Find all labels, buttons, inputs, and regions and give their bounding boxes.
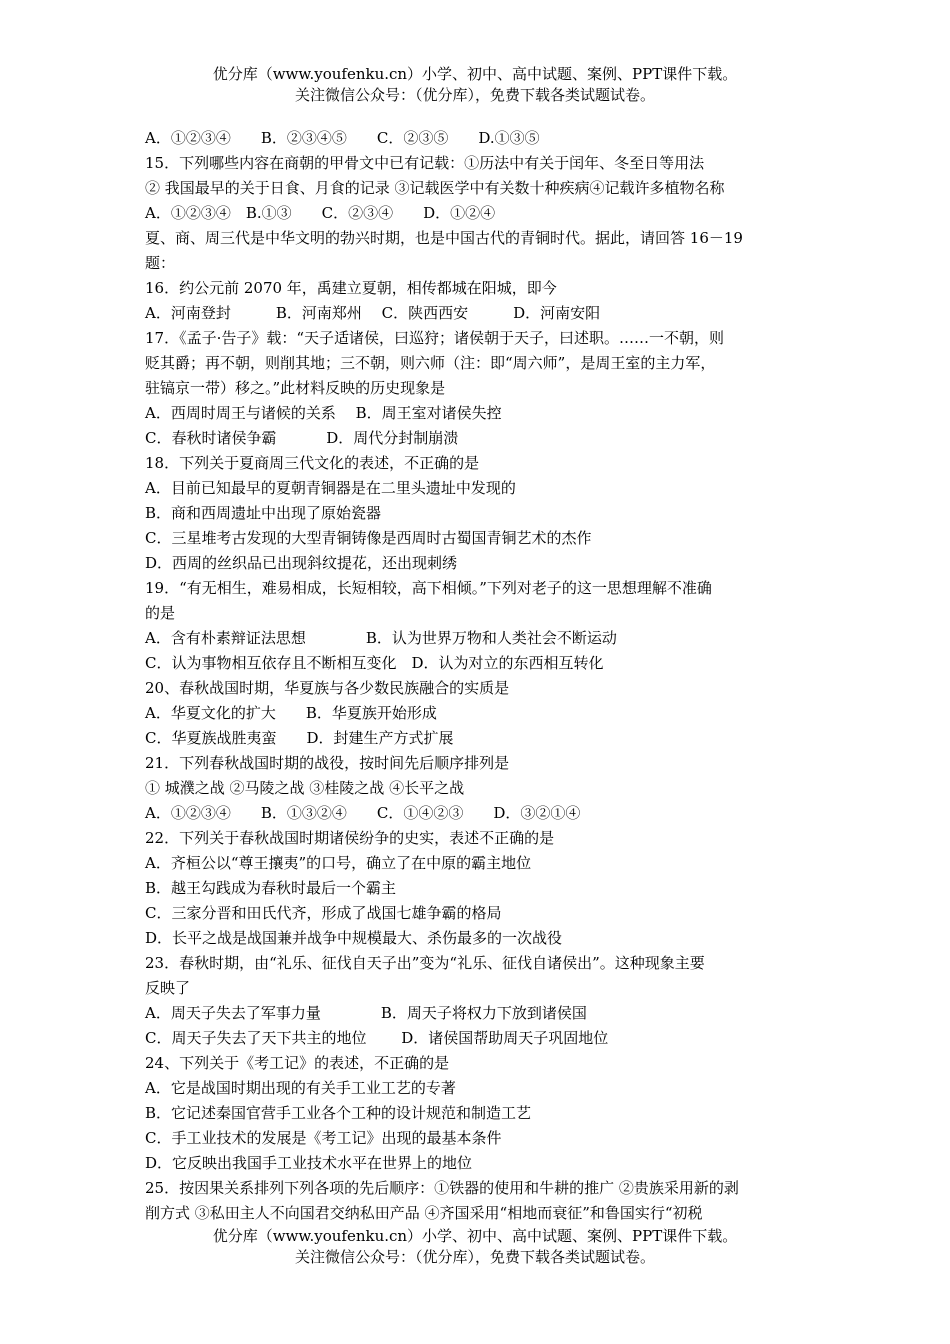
text-line: ① 城濮之战 ②马陵之战 ③桂陵之战 ④长平之战: [145, 779, 465, 797]
text-line: 22．下列关于春秋战国时期诸侯纷争的史实，表述不正确的是: [145, 829, 555, 847]
text-line: 16．约公元前 2070 年，禹建立夏朝，相传都城在阳城，即今: [145, 279, 557, 297]
text-line: B．它记述秦国官营手工业各个工种的设计规范和制造工艺: [145, 1104, 532, 1122]
page-footer: [0, 1226, 950, 1268]
text-line: C．手工业技术的发展是《考工记》出现的最基本条件: [145, 1129, 502, 1147]
text-line: D．西周的丝织品已出现斜纹提花，还出现刺绣: [145, 554, 458, 572]
text-line: 18．下列关于夏商周三代文化的表述，不正确的是: [145, 454, 480, 472]
text-line: D．它反映出我国手工业技术水平在世界上的地位: [145, 1154, 473, 1172]
text-line: A．河南登封 B．河南郑州 C．陕西西安 D．河南安阳: [145, 304, 601, 322]
text-line: C．认为事物相互依存且不断相互变化 D．认为对立的东西相互转化: [145, 654, 604, 672]
text-line: B．越王勾践成为春秋时最后一个霸主: [145, 879, 397, 897]
text-line: 15．下列哪些内容在商朝的甲骨文中已有记载：①历法中有关于闰年、冬至日等用法: [145, 154, 705, 172]
text-line: A．目前已知最早的夏朝青铜器是在二里头遗址中发现的: [145, 479, 516, 497]
text-line: A．西周时周王与诸候的关系 B．周王室对诸侯失控: [145, 404, 502, 422]
text-line: C．华夏族战胜夷蛮 D．封建生产方式扩展: [145, 729, 454, 747]
footer-line-1: 优分库（www.youfenku.cn）小学、初中、高中试题、案例、PPT课件下载。: [212, 1227, 738, 1245]
text-line: 反映了: [145, 979, 191, 997]
text-line: 17．《孟子·告子》载：“天子适诸侯，曰巡狩；诸侯朝于天子，曰述职。……一不朝，则: [145, 329, 725, 347]
text-line: 贬其爵；再不朝，则削其地；三不朝，则六师（注：即“周六师”，是周王室的主力军，: [145, 354, 716, 372]
text-line: A．①②③④ B．②③④⑤ C．②③⑤ D.①③⑤: [145, 129, 540, 147]
text-line: ② 我国最早的关于日食、月食的记录 ③记载医学中有关数十种疾病④记载许多植物名称: [145, 179, 725, 197]
text-line: 题：: [145, 254, 176, 272]
text-line: C．三家分晋和田氏代齐，形成了战国七雄争霸的格局: [145, 904, 502, 922]
text-line: 的是: [145, 604, 176, 622]
text-line: 削方式 ③私田主人不向国君交纳私田产品 ④齐国采用“相地而衰征”和鲁国实行“初税: [145, 1204, 703, 1222]
text-line: D．长平之战是战国兼并战争中规模最大、杀伤最多的一次战役: [145, 929, 563, 947]
text-line: A．①②③④ B．①③②④ C．①④②③ D．③②①④: [145, 804, 581, 822]
text-line: 驻镐京一带）移之。”此材料反映的历史现象是: [145, 379, 446, 397]
text-line: 23．春秋时期，由“礼乐、征伐自天子出”变为“礼乐、征伐自诸侯出”。这种现象主要: [145, 954, 705, 972]
footer-line-2: 关注微信公众号：（优分库），免费下载各类试题试卷。: [294, 1248, 655, 1266]
text-line: 20、春秋战国时期，华夏族与各少数民族融合的实质是: [145, 679, 510, 697]
text-line: 21．下列春秋战国时期的战役，按时间先后顺序排列是: [145, 754, 510, 772]
text-line: 24、下列关于《考工记》的表述，不正确的是: [145, 1054, 450, 1072]
text-line: A．①②③④ B.①③ C．②③④ D．①②④: [145, 204, 496, 222]
text-line: 19．“有无相生，难易相成，长短相较，高下相倾。”下列对老子的这一思想理解不准确: [145, 579, 712, 597]
text-line: B．商和西周遗址中出现了原始瓷器: [145, 504, 382, 522]
text-line: 夏、商、周三代是中华文明的勃兴时期，也是中国古代的青铜时代。据此，请回答 16－19: [145, 229, 743, 247]
header-line-2: 关注微信公众号：（优分库），免费下载各类试题试卷。: [294, 86, 655, 104]
text-line: C．春秋时诸侯争霸 D．周代分封制崩溃: [145, 429, 459, 447]
text-line: 25．按因果关系排列下列各项的先后顺序：①铁器的使用和牛耕的推广 ②贵族采用新的剥: [145, 1179, 739, 1197]
page-header: [0, 64, 950, 106]
text-line: C．周天子失去了天下共主的地位 D．诸侯国帮助周天子巩固地位: [145, 1029, 609, 1047]
text-line: A．含有朴素辩证法思想 B．认为世界万物和人类社会不断运动: [145, 629, 617, 647]
text-line: A．它是战国时期出现的有关手工业工艺的专著: [145, 1079, 456, 1097]
text-line: A．齐桓公以“尊王攘夷”的口号，确立了在中原的霸主地位: [145, 854, 532, 872]
text-line: C．三星堆考古发现的大型青铜铸像是西周时古蜀国青铜艺术的杰作: [145, 529, 592, 547]
document-body: [145, 126, 810, 1226]
text-line: A．华夏文化的扩大 B．华夏族开始形成: [145, 704, 437, 722]
text-line: A．周天子失去了军事力量 B．周天子将权力下放到诸侯国: [145, 1004, 587, 1022]
header-line-1: 优分库（www.youfenku.cn）小学、初中、高中试题、案例、PPT课件下载。: [212, 65, 738, 83]
